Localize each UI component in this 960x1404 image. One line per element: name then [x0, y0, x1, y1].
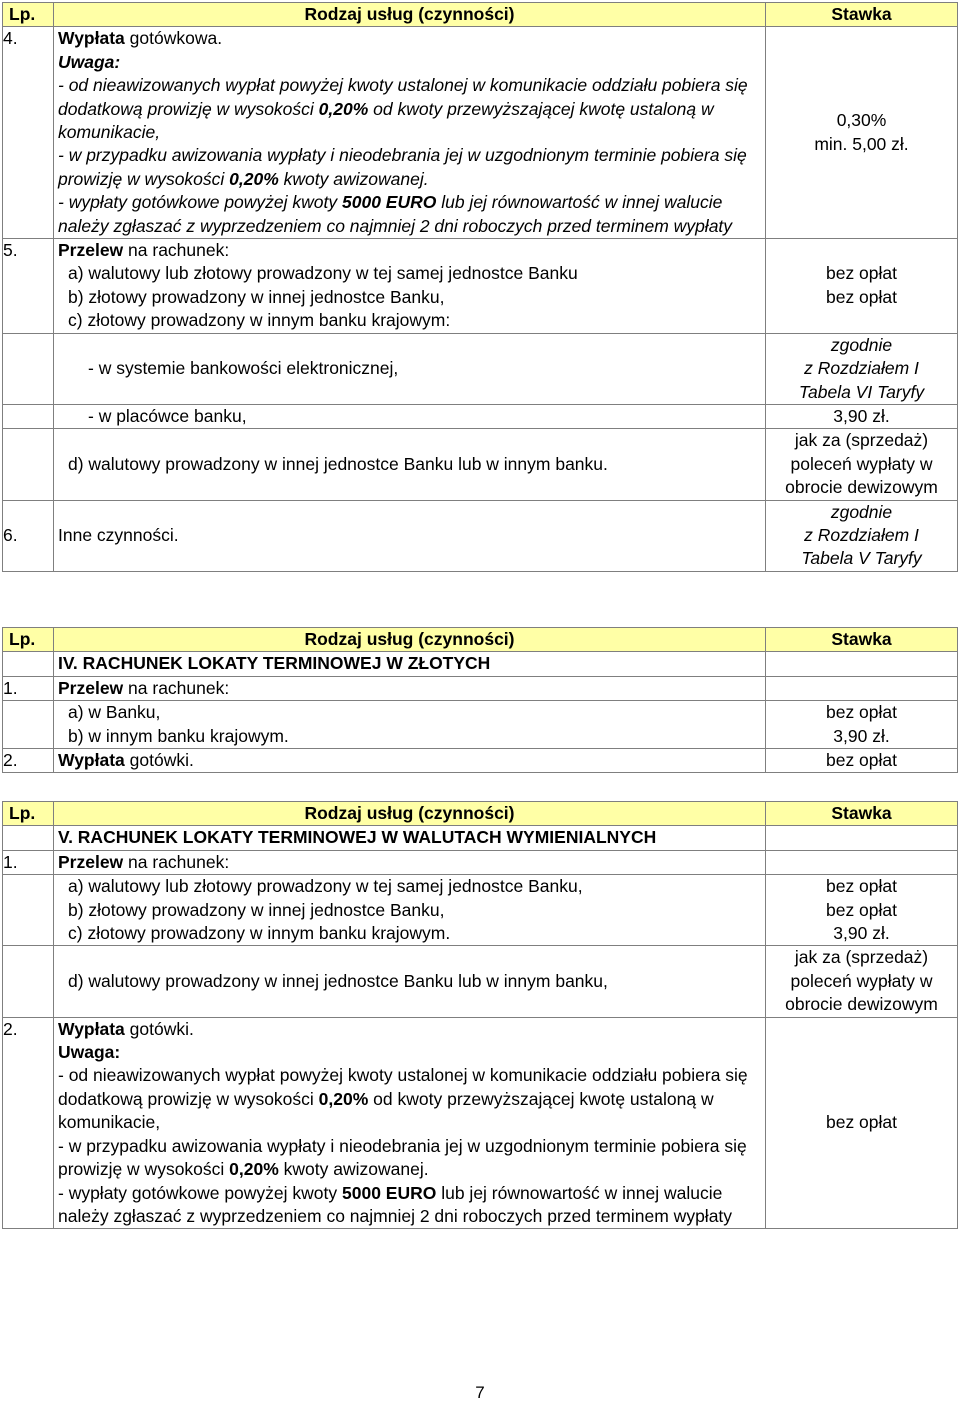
- title-bold: Przelew: [58, 851, 124, 872]
- table-row: [3, 875, 958, 946]
- row-description: [54, 676, 766, 700]
- rate-line: Tabela VI Taryfy: [798, 381, 925, 402]
- list-item: a) walutowy lub złotowy prowadzony w tej samej jednostce Banku: [68, 263, 578, 284]
- rate-line: obrocie dewizowym: [785, 477, 938, 498]
- note-bold: 5000 EURO: [337, 1182, 437, 1203]
- note-paragraph-1: [58, 1064, 757, 1134]
- row-rate: [766, 27, 958, 239]
- list-item: b) złotowy prowadzony w innej jednostce Banku,: [68, 286, 445, 307]
- table-row: [3, 27, 958, 239]
- note-paragraph-3: [58, 191, 757, 238]
- title-bold: Przelew: [58, 677, 124, 698]
- row-number: [3, 429, 54, 500]
- row-rate: bez opłat: [766, 749, 958, 773]
- fee-table-1: [2, 2, 958, 572]
- row-number: [3, 404, 54, 428]
- row-number: 2.: [3, 749, 54, 773]
- list-item: a) walutowy lub złotowy prowadzony w tej samej jednostce Banku,: [68, 876, 583, 897]
- table-row: [3, 946, 958, 1017]
- row-description: - w placówce banku,: [54, 404, 766, 428]
- table-row: [3, 404, 958, 428]
- header-service: Rodzaj usług (czynności): [54, 628, 766, 652]
- row-description: [54, 239, 766, 334]
- header-rate: Stawka: [766, 3, 958, 27]
- title-rest: na rachunek:: [123, 240, 230, 261]
- row-description: [54, 850, 766, 874]
- note-text: lub jej równowartość w innej walucie należy zgłaszać z wyprzedzeniem co najmniej 2 dni roboczych przed terminem wypłaty: [58, 192, 733, 236]
- list-item: c) złotowy prowadzony w innym banku krajowym:: [68, 310, 451, 331]
- rate-line: bez opłat: [825, 263, 898, 284]
- row-description: [54, 749, 766, 773]
- row-rate: [766, 429, 958, 500]
- fee-table-2: [2, 627, 958, 773]
- section-title: IV. RACHUNEK LOKATY TERMINOWEJ W ZŁOTYCH: [54, 652, 766, 676]
- rate-line: z Rozdziałem I: [804, 358, 919, 379]
- header-lp: Lp.: [3, 628, 54, 652]
- row-description: [54, 701, 766, 749]
- rate-line: jak za (sprzedaż): [794, 430, 929, 451]
- row-number: 4.: [3, 27, 54, 239]
- note-text: - od nieawizowanych wypłat powyżej kwoty ustalonej w komunikacie oddziału pobiera się dodatkową prowizję w wysokości: [58, 1065, 748, 1109]
- note-text: od kwoty przewyższającej kwotę ustaloną w komunikacie,: [58, 98, 714, 143]
- row-description: - w systemie bankowości elektronicznej,: [54, 333, 766, 404]
- list-item: b) złotowy prowadzony w innej jednostce Banku,: [68, 899, 445, 920]
- title-rest: gotówkowa.: [124, 28, 223, 49]
- note-text: kwoty awizowanej.: [278, 168, 429, 189]
- title-rest: gotówki.: [124, 750, 194, 771]
- row-rate: [766, 946, 958, 1017]
- row-description: [54, 1017, 766, 1229]
- section-row: [3, 826, 958, 850]
- note-text: - w przypadku awizowania wypłaty i nieodebrania jej w uzgodnionym terminie pobiera się prowizję w wysokości: [58, 145, 747, 189]
- row-number: [3, 946, 54, 1017]
- table-row: [3, 429, 958, 500]
- title-bold: Wypłata: [58, 1018, 125, 1039]
- header-rate: Stawka: [766, 628, 958, 652]
- note-bold: 0,20%: [313, 1088, 369, 1109]
- note-paragraph-1: [58, 74, 757, 144]
- table-row: [3, 500, 958, 571]
- row-description: [54, 27, 766, 239]
- row-rate: [766, 239, 958, 334]
- row-number: [3, 239, 54, 334]
- note-bold: 0,20%: [224, 168, 279, 189]
- header-lp: Lp.: [3, 3, 54, 27]
- header-service: Rodzaj usług (czynności): [54, 802, 766, 826]
- row-description: d) walutowy prowadzony w innej jednostce Banku lub w innym banku.: [54, 429, 766, 500]
- row-number: 2.: [3, 1017, 54, 1229]
- note-text: - wypłaty gotówkowe powyżej kwoty: [58, 192, 338, 213]
- row-number: [3, 652, 54, 676]
- row-rate: [766, 500, 958, 571]
- row-rate: [766, 850, 958, 874]
- rate-line: zgodnie: [830, 334, 893, 355]
- row-description: Inne czynności.: [54, 500, 766, 571]
- note-bold: 5000 EURO: [337, 192, 437, 213]
- rate-line: poleceń wypłaty w: [790, 970, 933, 991]
- rate-line: bez opłat: [825, 899, 898, 920]
- title-rest: na rachunek:: [123, 677, 230, 698]
- rate-line: zgodnie: [830, 501, 893, 522]
- rate-line: poleceń wypłaty w: [790, 453, 933, 474]
- note-bold: 0,20%: [313, 98, 369, 119]
- title-bold: Przelew: [58, 240, 124, 261]
- note-text: od kwoty przewyższającej kwotę ustaloną w komunikacie,: [58, 1088, 714, 1133]
- title-rest: gotówki.: [124, 1018, 194, 1039]
- row-number: [3, 875, 54, 946]
- table-row: [3, 239, 958, 334]
- row-number: [3, 333, 54, 404]
- row-number: [3, 701, 54, 749]
- title-bold: Wypłata: [58, 28, 125, 49]
- note-text: kwoty awizowanej.: [278, 1159, 429, 1180]
- row-number: 6.: [3, 500, 54, 571]
- header-rate: Stawka: [766, 802, 958, 826]
- table-row: [3, 850, 958, 874]
- row-description: [54, 875, 766, 946]
- row-number: 1.: [3, 850, 54, 874]
- list-item: a) w Banku,: [68, 702, 161, 723]
- table-header: [3, 802, 958, 826]
- note-paragraph-2: [58, 144, 757, 191]
- note-text: - wypłaty gotówkowe powyżej kwoty: [58, 1182, 338, 1203]
- fee-table-3: [2, 801, 958, 1229]
- rate-line: min. 5,00 zł.: [814, 133, 909, 154]
- rate-line: bez opłat: [825, 286, 898, 307]
- row-rate: 3,90 zł.: [766, 404, 958, 428]
- table-row: [3, 749, 958, 773]
- note-label: Uwaga:: [58, 1042, 121, 1063]
- note-paragraph-2: [58, 1135, 757, 1182]
- title-bold: Wypłata: [58, 750, 125, 771]
- row-description: d) walutowy prowadzony w innej jednostce Banku lub w innym banku,: [54, 946, 766, 1017]
- section-title: V. RACHUNEK LOKATY TERMINOWEJ W WALUTACH WYMIENIALNYCH: [54, 826, 766, 850]
- note-paragraph-3: [58, 1182, 757, 1229]
- rate-line: Tabela V Taryfy: [801, 548, 922, 569]
- rate-line: 0,30%: [836, 110, 887, 131]
- table-row: [3, 1017, 958, 1229]
- row-rate: bez opłat: [766, 1017, 958, 1229]
- page-number: 7: [475, 1383, 485, 1402]
- note-text: - od nieawizowanych wypłat powyżej kwoty ustalonej w komunikacie oddziału pobiera się dodatkową prowizję w wysokości: [58, 75, 748, 119]
- note-label: Uwaga:: [58, 51, 121, 72]
- header-lp: Lp.: [3, 802, 54, 826]
- row-rate: [766, 875, 958, 946]
- row-number: 1.: [3, 676, 54, 700]
- rate-line: 3,90 zł.: [833, 725, 890, 746]
- note-text: lub jej równowartość w innej walucie należy zgłaszać z wyprzedzeniem co najmniej 2 dni roboczych przed terminem wypłaty: [58, 1182, 733, 1226]
- list-item: c) złotowy prowadzony w innym banku krajowym.: [68, 923, 451, 944]
- note-bold: 0,20%: [224, 1159, 279, 1180]
- section-row: [3, 652, 958, 676]
- table-row: [3, 701, 958, 749]
- row-rate: [766, 826, 958, 850]
- table-row: [3, 676, 958, 700]
- row-rate: [766, 333, 958, 404]
- row-rate: [766, 652, 958, 676]
- rate-line: bez opłat: [825, 876, 898, 897]
- table-header: [3, 3, 958, 27]
- table-row: [3, 333, 958, 404]
- header-service: Rodzaj usług (czynności): [54, 3, 766, 27]
- rate-line: bez opłat: [825, 702, 898, 723]
- rate-line: 3,90 zł.: [833, 923, 890, 944]
- row-rate: [766, 701, 958, 749]
- note-text: - w przypadku awizowania wypłaty i nieodebrania jej w uzgodnionym terminie pobiera się prowizję w wysokości: [58, 1135, 747, 1180]
- title-rest: na rachunek:: [123, 851, 230, 872]
- row-rate: [766, 676, 958, 700]
- list-item: b) w innym banku krajowym.: [68, 725, 289, 746]
- table-header: [3, 628, 958, 652]
- rate-line: obrocie dewizowym: [785, 994, 938, 1015]
- rate-line: jak za (sprzedaż): [794, 947, 929, 968]
- row-number-text: 5.: [3, 240, 18, 261]
- row-number: [3, 826, 54, 850]
- rate-line: z Rozdziałem I: [804, 524, 919, 545]
